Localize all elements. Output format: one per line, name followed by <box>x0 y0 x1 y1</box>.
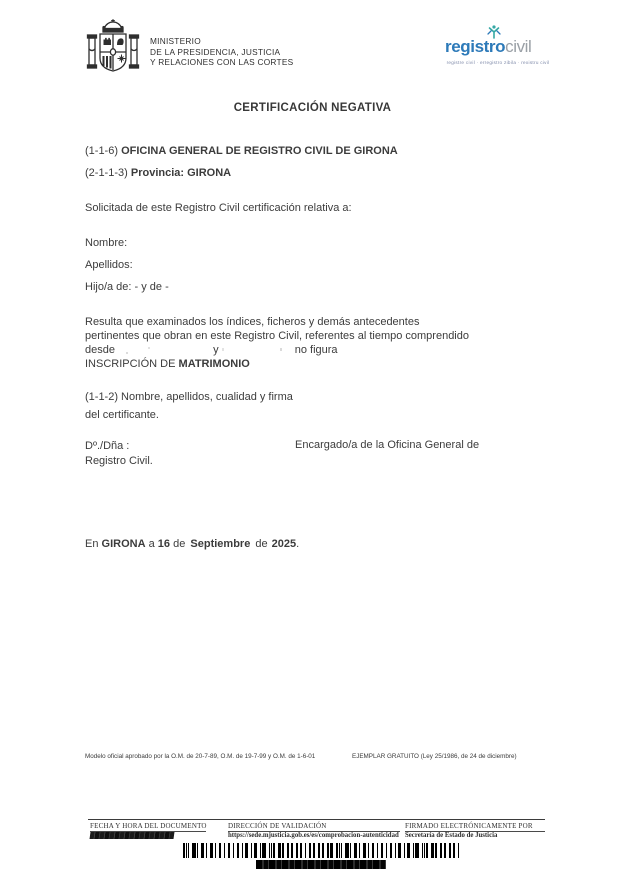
free-copy-note: EJEMPLAR GRATUITO (Ley 25/1986, de 24 de diciembre) <box>352 753 517 760</box>
result-y: y <box>213 344 219 356</box>
redacted-document-datetime <box>90 832 175 839</box>
date-city: GIRONA <box>101 538 146 550</box>
field-nombre: Nombre: <box>85 237 128 249</box>
date-de2: de <box>255 538 268 550</box>
office-name: OFICINA GENERAL DE REGISTRO CIVIL DE GIRONA <box>121 145 398 157</box>
province-code: (2-1-1-3) <box>85 167 128 179</box>
result-line-3 <box>85 343 545 357</box>
field-apellidos: Apellidos: <box>85 259 133 271</box>
redacted-barcode-label <box>256 860 386 869</box>
validation-header-fecha: FECHA Y HORA DEL DOCUMENTO <box>90 822 207 830</box>
page-title: CERTIFICACIÓN NEGATIVA <box>233 102 392 114</box>
province-value: GIRONA <box>187 167 232 179</box>
field-hijo-de: Hijo/a de: - y de - <box>85 281 169 293</box>
ministry-line-2: DE LA PRESIDENCIA, JUSTICIA <box>150 46 281 57</box>
inscription-line <box>85 357 545 371</box>
inscription-prefix: INSCRIPCIÓN DE <box>85 358 176 370</box>
issue-date-line <box>85 538 545 550</box>
date-month: Septiembre <box>190 538 251 550</box>
ministry-line-1: MINISTERIO <box>150 36 201 46</box>
barcode <box>183 843 462 858</box>
validation-header-firmado: FIRMADO ELECTRÓNICAMENTE POR <box>405 822 545 832</box>
date-de1: de <box>173 538 186 550</box>
date-year: 2025 <box>271 538 297 550</box>
model-approval-note: Modelo oficial aprobado por la O.M. de 20-7-89, O.M. de 19-7-99 y O.M. de 1-6-01 <box>85 753 316 760</box>
request-line: Solicitada de este Registro Civil certificación relativa a: <box>85 202 352 214</box>
certifier-role-line-2: Registro Civil. <box>85 455 153 467</box>
certifier-line-1: (1-1-2) Nombre, apellidos, cualidad y firma <box>85 391 293 403</box>
province-line <box>85 167 545 179</box>
result-desde: desde <box>85 344 115 356</box>
ministry-line-3: Y RELACIONES CON LAS CORTES <box>150 57 294 67</box>
logo-civil-text: civil <box>505 37 532 56</box>
redacted-date-to <box>222 345 292 354</box>
certifier-note <box>85 389 545 424</box>
registrocivil-logo <box>445 37 531 57</box>
result-line-1: Resulta que examinados los índices, ficheros y demás antecedentes <box>85 316 420 328</box>
logo-tagline: registre civil · erregistro zibila · rexistru civil <box>446 60 550 65</box>
result-no-figura: no figura <box>294 344 338 356</box>
signed-by: Secretaría de Estado de Justicia <box>405 832 498 839</box>
date-day: 16 <box>157 538 171 550</box>
validation-url: https://sede.mjusticia.gob.es/es/comprobacion-autenticidad <box>228 832 399 839</box>
validation-table-rule <box>88 819 545 820</box>
result-line-2: pertinentes que obran en este Registro Civil, referentes al tiempo comprendido <box>85 330 469 342</box>
certifier-name-label: Dº./Dña : <box>85 440 130 452</box>
date-a: a <box>148 538 155 550</box>
certifier-role-line-1: Encargado/a de la Oficina General de <box>295 439 480 451</box>
spain-coat-of-arms-icon <box>86 18 140 76</box>
certifier-line-2: del certificante. <box>85 408 159 421</box>
office-code: (1-1-6) <box>85 145 119 157</box>
inscription-type: MATRIMONIO <box>178 358 250 370</box>
province-label: Provincia: <box>130 167 185 179</box>
validation-header-direccion: DIRECCIÓN DE VALIDACIÓN <box>228 822 400 832</box>
date-period: . <box>296 538 300 550</box>
result-paragraph <box>85 315 545 371</box>
redacted-date-from <box>118 345 210 354</box>
date-prefix: En <box>85 538 99 550</box>
office-line <box>85 145 545 157</box>
ministry-name <box>150 36 293 68</box>
logo-registro-text: registro <box>445 37 506 56</box>
